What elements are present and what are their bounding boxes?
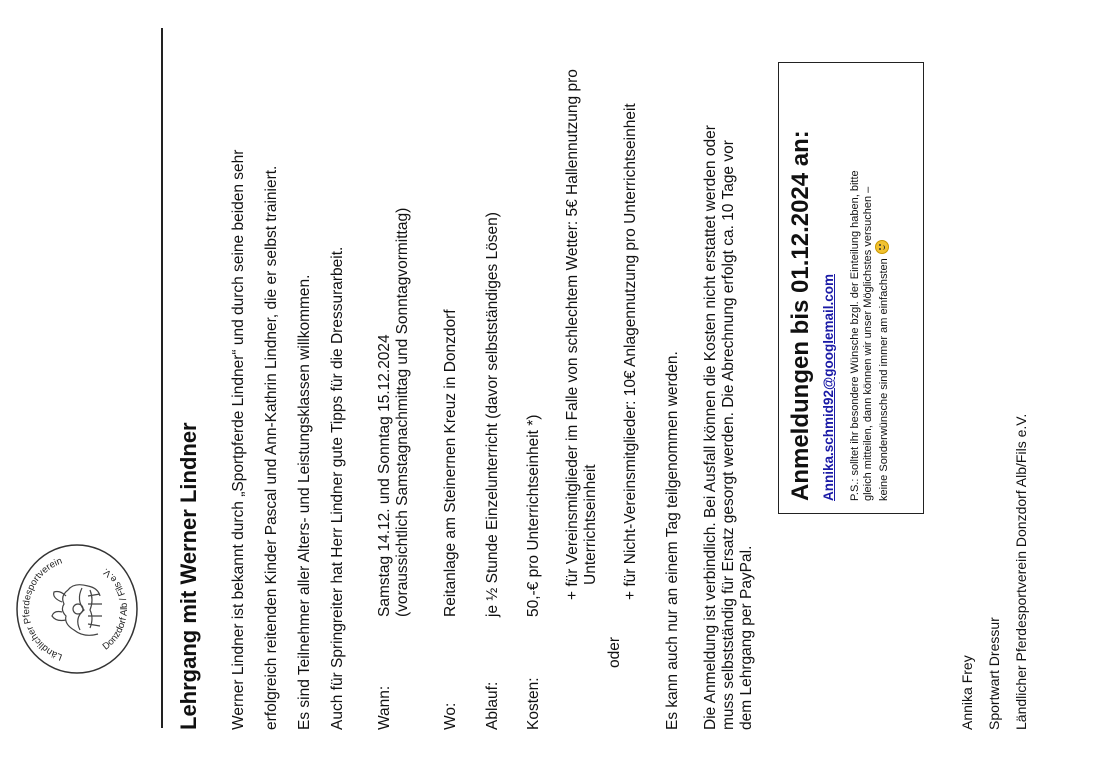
smiley-icon: [875, 240, 889, 254]
wann-value: Samstag 14.12. und Sonntag 15.12.2024: [376, 334, 393, 617]
ablauf-value: je ½ Stunde Einzelunterricht (davor selbstständiges Lösen): [484, 212, 501, 617]
binding-line-1: Die Anmeldung ist verbindlich. Bei Ausfall können die Kosten nicht erstattet werden oder: [702, 125, 719, 730]
binding-line-3: dem Lehrgang per PayPal.: [738, 545, 755, 730]
kosten-nonmember-line: + für Nicht-Vereinsmitglieder: 10€ Anlagennutzung pro Unterrichtseinheit: [622, 103, 639, 600]
signature-role: Sportwart Dressur: [986, 617, 1002, 730]
ps-note: [849, 170, 891, 501]
ps-line-2: gleich mitteilen, dann können wir unser Möglichstes versuchen –: [862, 186, 874, 501]
ps-line-3: [875, 170, 891, 501]
intro-line-3: Es sind Teilnehmer aller Alters- und Leistungsklassen willkommen.: [296, 274, 313, 730]
ps-line-1: P.S.: solltet ihr besondere Wünsche bzgl. der Einteilung haben, bitte: [849, 170, 861, 501]
registration-box: [778, 62, 924, 514]
kosten-label: Kosten:: [525, 677, 542, 730]
ablauf-label: Ablauf:: [484, 681, 501, 730]
one-day-note: Es kann auch nur an einem Tag teilgenommen werden.: [664, 351, 681, 730]
wann-label: Wann:: [376, 685, 393, 730]
wo-value: Reitanlage am Steinernen Kreuz in Donzdorf: [442, 309, 459, 617]
binding-line-2: muss selbstständig für Ersatz gesorgt werden. Die Abrechnung erfolgt ca. 10 Tage vor: [720, 140, 737, 730]
signature-club: Ländlicher Pferdesportverein Donzdorf Alb/Fils e.V.: [1013, 413, 1029, 730]
kosten-member-line-2: Unterrichtseinheit: [582, 464, 599, 585]
intro-line-2: erfolgreich reitenden Kinder Pascal und Ann-Kathrin Lindner, die er selbst trainiert.: [263, 165, 280, 730]
header-rule: [161, 28, 163, 728]
kosten-member-line-1: + für Vereinsmitglieder im Falle von schlechtem Wetter: 5€ Hallennutzung pro: [564, 69, 581, 600]
oder-label: oder: [606, 636, 623, 668]
logo-text-bottom: Donzdorf Alb / Fils e.V.: [100, 565, 131, 653]
ps-line-3-text: keine Sonderwünsche sind immer am einfachsten: [878, 258, 890, 501]
intro-line-4: Auch für Springreiter hat Herr Lindner gute Tipps für die Dressurarbeit.: [329, 246, 346, 730]
registration-email-link[interactable]: Annika.schmid92@googlemail.com: [821, 274, 836, 501]
signature-name: Annika Frey: [959, 655, 975, 730]
logo-text-top: Ländlicher Pferdesportverein: [20, 555, 64, 663]
kosten-value: 50,-€ pro Unterrichtseinheit *): [525, 414, 542, 617]
club-logo: [14, 542, 140, 676]
registration-deadline: Anmeldungen bis 01.12.2024 an:: [787, 130, 814, 501]
intro-line-1: Werner Lindner ist bekannt durch „Sportpferde Lindner“ und durch seine beiden sehr: [230, 149, 247, 730]
page-title: Lehrgang mit Werner Lindner: [176, 422, 201, 730]
wo-label: Wo:: [442, 702, 459, 730]
wann-note: (voraussichtlich Samstagnachmittag und Sonntagvormittag): [394, 207, 411, 617]
